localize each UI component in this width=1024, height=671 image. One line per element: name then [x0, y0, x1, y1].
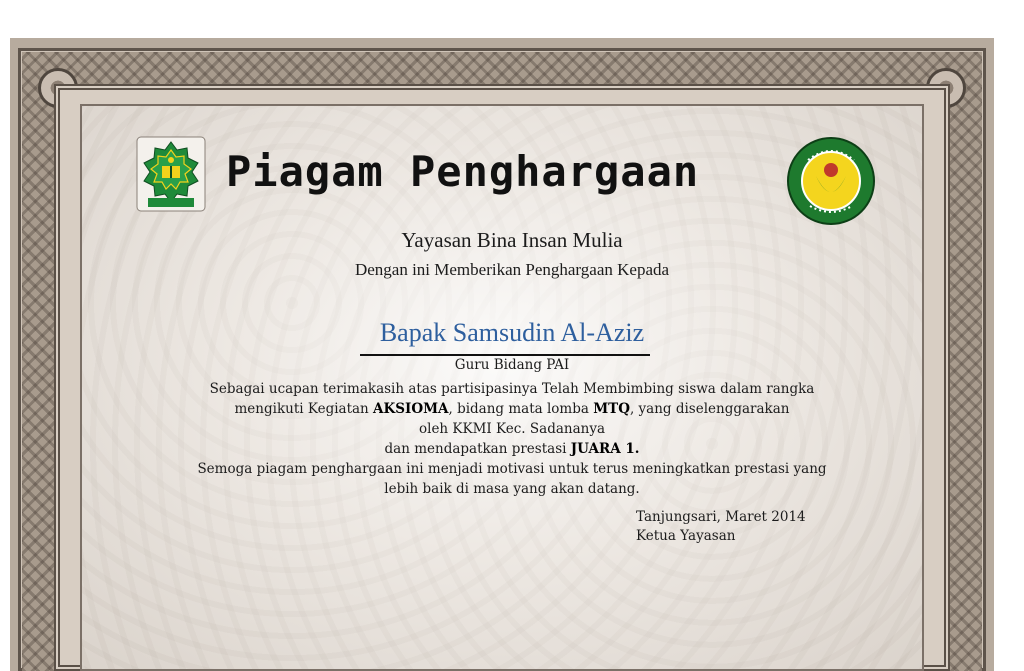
signer-title: Ketua Yayasan [636, 528, 736, 544]
body-line-4 [0, 441, 1024, 457]
place-date: Tanjungsari, Maret 2014 [636, 509, 806, 525]
competition-field: MTQ [593, 401, 630, 417]
body-line-5: Semoga piagam penghargaan ini menjadi motivasi untuk terus meningkatkan prestasi yang [197, 461, 827, 477]
body-line-3: oleh KKMI Kec. Sadananya [419, 421, 605, 437]
ksm-seal-icon [786, 136, 876, 226]
recipient-role: Guru Bidang PAI [454, 357, 570, 373]
achievement: JUARA 1. [570, 441, 640, 457]
body-line-1: Sebagai ucapan terimakasih atas partisipasinya Telah Membimbing siswa dalam rangka [209, 381, 815, 397]
event-name: AKSIOMA [373, 401, 449, 417]
certificate-title: Piagam Penghargaan [226, 147, 700, 196]
body-text: dan mendapatkan prestasi [384, 441, 571, 457]
body-line-6: lebih baik di masa yang akan datang. [384, 481, 640, 497]
award-intro: Dengan ini Memberikan Penghargaan Kepada [354, 260, 670, 279]
recipient-name: Bapak Samsudin Al-Aziz [379, 318, 645, 347]
recipient-underline [360, 354, 650, 356]
kemenag-emblem-icon [136, 136, 206, 212]
body-text: , bidang mata lomba [448, 401, 594, 417]
body-text: , yang diselenggarakan [629, 401, 790, 417]
foundation-name: Yayasan Bina Insan Mulia [401, 228, 623, 252]
body-text: mengikuti Kegiatan [234, 401, 374, 417]
body-line-2 [0, 401, 1024, 417]
